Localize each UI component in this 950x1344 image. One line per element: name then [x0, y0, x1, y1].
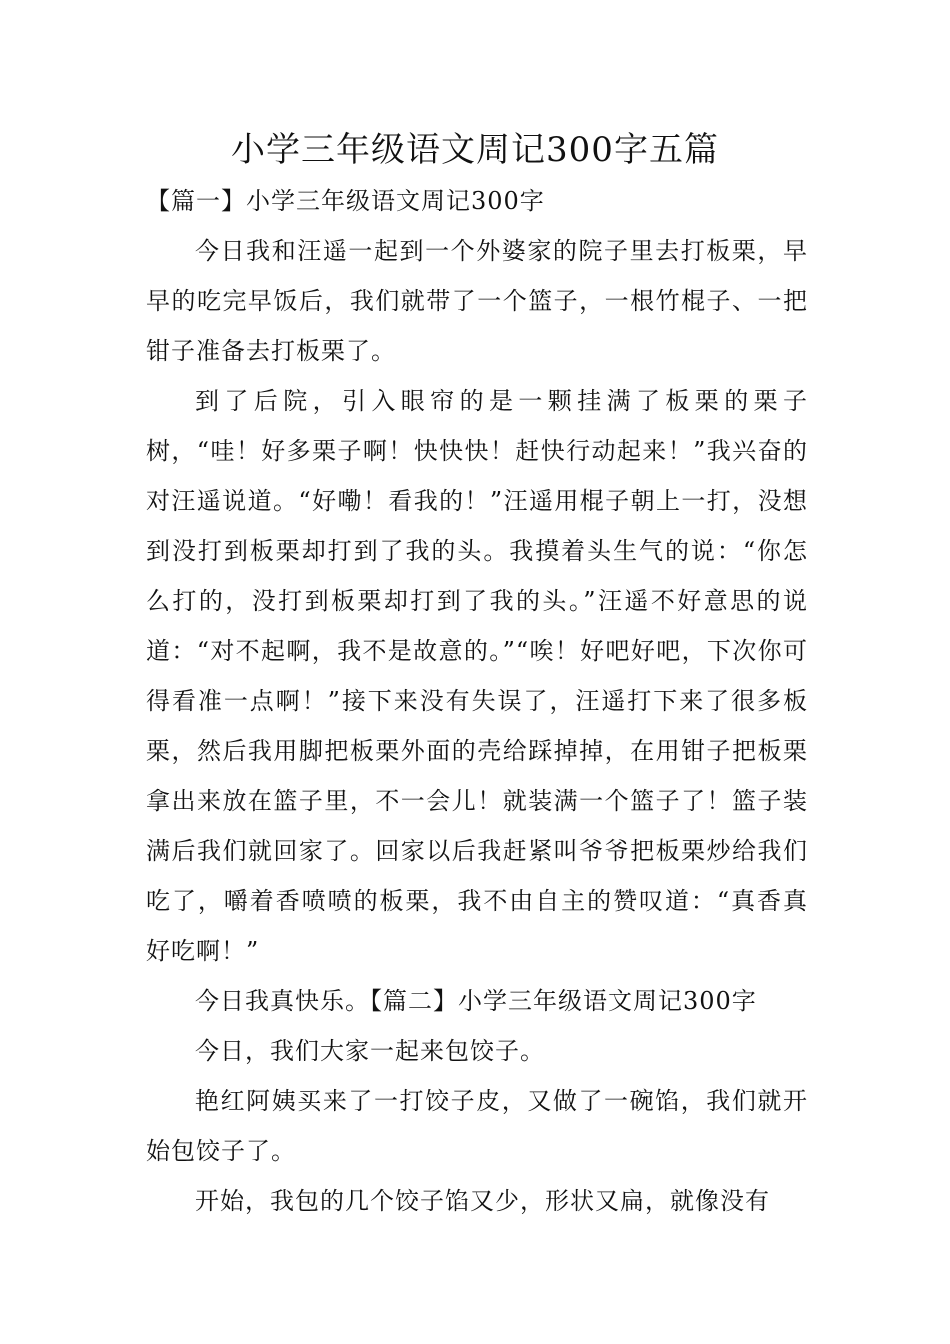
paragraph-4: 今日，我们大家一起来包饺子。 — [195, 1037, 545, 1065]
section-heading-1: 【篇一】小学三年级语文周记300字 — [146, 187, 545, 215]
paragraph-3: 今日我真快乐。【篇二】小学三年级语文周记300字 — [195, 987, 757, 1015]
paragraph-1: 今日我和汪遥一起到一个外婆家的院子里去打板栗，早早的吃完早饭后，我们就带了一个篮子，一根竹棍子、一把钳子准备去打板栗了。 — [146, 237, 808, 365]
paragraph-6: 开始，我包的几个饺子馅又少，形状又扁，就像没有 — [195, 1187, 770, 1215]
paragraph-5: 艳红阿姨买来了一打饺子皮，又做了一碗馅，我们就开始包饺子了。 — [146, 1087, 808, 1165]
document-body — [146, 176, 808, 1226]
paragraph-2: 到了后院，引入眼帘的是一颗挂满了板栗的栗子树，“哇！好多栗子啊！快快快！赶快行动起来！”我兴奋的对汪遥说道。“好嘞！看我的！”汪遥用棍子朝上一打，没想到没打到板栗却打到了我的头。我摸着头生气的说：“你怎么打的，没打到板栗却打到了我的头。”汪遥不好意思的说道：“对不起啊，我不是故意的。”“唉！好吧好吧，下次你可得看准一点啊！”接下来没有失误了，汪遥打下来了很多板栗，然后我用脚把板栗外面的壳给踩掉掉，在用钳子把板栗拿出来放在篮子里，不一会儿！就装满一个篮子了！篮子装满后我们就回家了。回家以后我赶紧叫爷爷把板栗炒给我们吃了，嚼着香喷喷的板栗，我不由自主的赞叹道：“真香真好吃啊！” — [146, 387, 808, 965]
document-title: 小学三年级语文周记300字五篇 — [231, 130, 719, 170]
